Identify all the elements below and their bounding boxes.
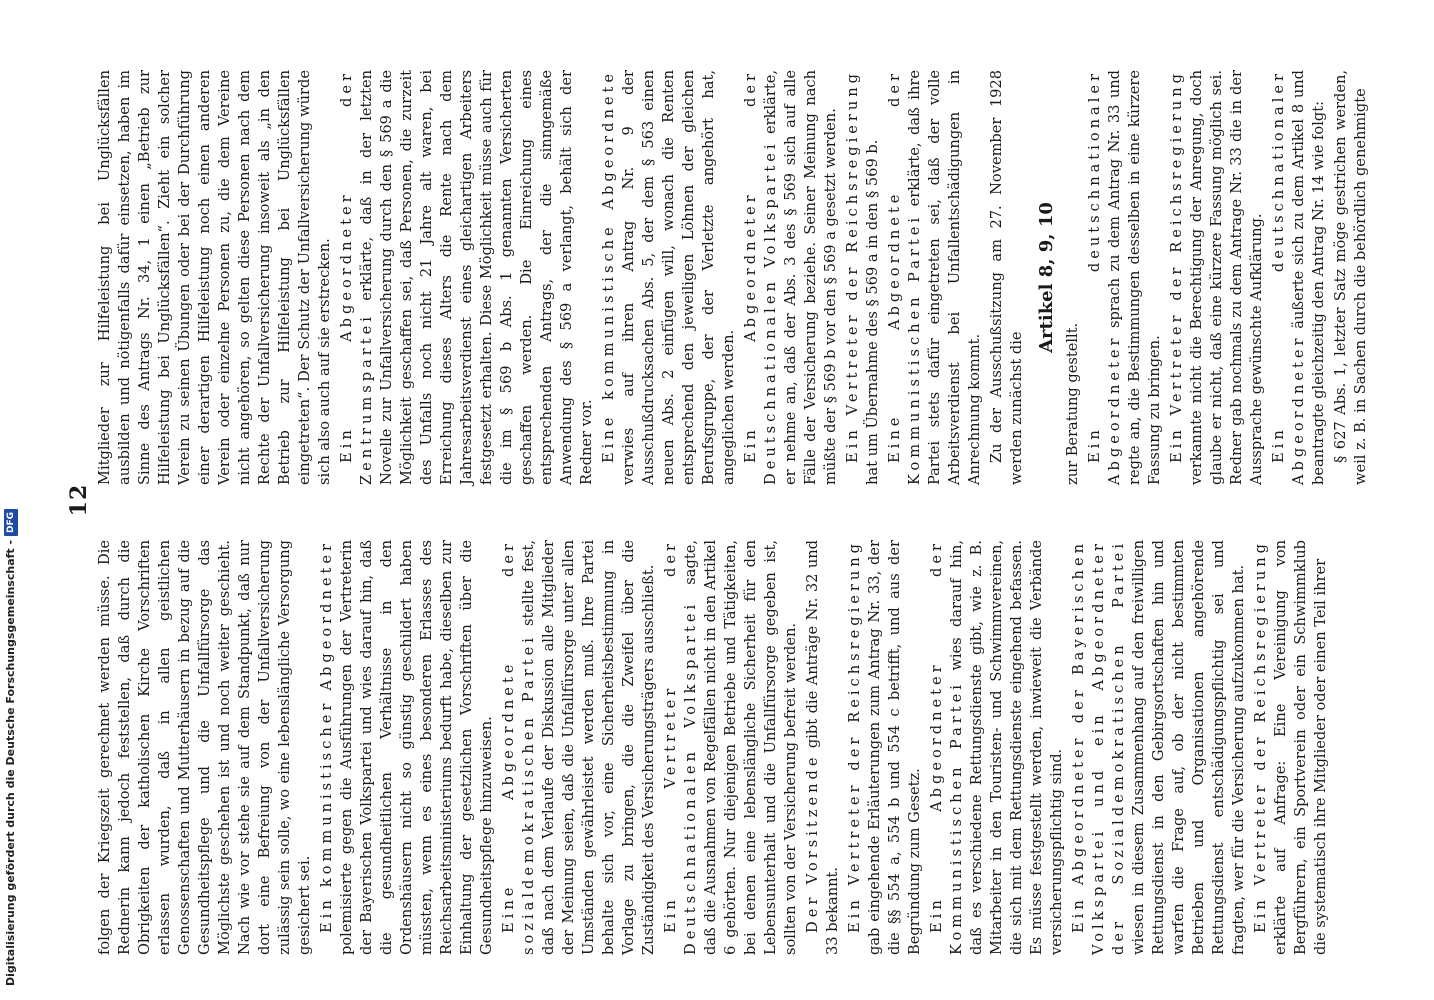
paragraph-text: stellte fest, daß nach dem Verlaufe der Diskussion alle Mitglieder der Meinung seien, daß die Unfallfürsorge unter allen Umständen gewährleistet werden muß. Ihre Partei behalte sich vor, eine Sicherheitsbestimmung in Vorlage zu bringen, die die Zweifel über die Zuständigkeit des Versicherungsträgers ausschließt. (520, 540, 657, 955)
paragraph-text: verkannte nicht die Berechtigung der Anregung, doch glaube er nicht, daß eine kürzere Fassung möglich sei. Redner gab nochmals zu dem Antrage Nr. 33 die in der Aussprache gewünschte Aufklärung. (1188, 70, 1265, 485)
speaker: Ein deutschnationaler Abgeordneter (1086, 70, 1123, 485)
speaker: Ein Vertreter der Reichsregierung (844, 70, 861, 463)
paragraph (1251, 540, 1331, 955)
speaker: Ein Vertreter der Reichsregierung (846, 540, 863, 933)
paragraph (1085, 70, 1165, 485)
paragraph (843, 70, 883, 485)
speaker: Ein Abgeordneter der Kommunistischen Partei (928, 540, 965, 955)
paragraph (927, 540, 1067, 955)
right-column (95, 70, 1373, 485)
speaker: Eine Abgeordnete der Kommunistischen Partei (886, 70, 923, 485)
paragraph (317, 540, 497, 955)
paragraph-text: wies darauf hin, daß es verschiedene Rettungsdienste gibt, wie z. B. Mitarbeiter in den Touristen- und Schwimmvereinen, die sich mit dem Rettungsdienste eingehend befassen. Es müsse festgestellt werden, inwieweit die Verbände versicherungspflichtig sind. (948, 539, 1065, 955)
speaker: Ein Abgeordneter der Deutschnationalen Volkspartei (742, 70, 779, 485)
speaker: Ein deutschnationaler Abgeordneter (1270, 70, 1307, 485)
paragraph (1269, 70, 1329, 485)
page-number: 12 (66, 483, 92, 517)
paragraph-text: äußerte sich zu dem Artikel 8 und beantragte gleichzeitig den Antrag Nr. 14 wie folgt: (1290, 70, 1327, 485)
speaker: Ein kommunistischer Abgeordneter (318, 540, 335, 933)
paragraph-text: erklärte, daß ihre Partei stets dafür eingetreten sei, daß der volle Arbeitsverdienst bei Unfallentschädigungen in Anrechnung kommt. (906, 70, 983, 485)
speaker: Eine kommunistische Abgeordnete (600, 70, 617, 463)
paragraph (1167, 70, 1267, 485)
section-heading: Artikel 8, 9, 10 (1036, 202, 1057, 353)
paragraph (661, 540, 801, 955)
speaker: Eine Abgeordnete der sozialdemokratischen Partei (500, 540, 537, 955)
paragraph (803, 540, 843, 955)
paragraph-text: verwies auf ihren Antrag Nr. 9 der Ausschußdrucksachen Abs. 5, der dem § 563 einen neuen Abs. 2 einfügen will, wonach die Renten entsprechend den jeweiligen Löhnen der gleichen Berufsgruppe, der der Verletzte angehört hat, angeglichen werden. (620, 70, 737, 485)
speaker: Ein Abgeordneter der Bayerischen Volkspartei und ein Abgeordneter der Sozialdemokratischen Partei (1070, 540, 1127, 955)
paragraph-text: erklärte auf Anfrage: Eine Vereinigung von Bergführern, ein Sportverein oder ein Schwimmklub die systematisch ihre Mitglieder oder einen Teil ihrer (1272, 540, 1329, 955)
paragraph-text: sagte, daß die Ausnahmen von Regelfällen nicht in den Artikel 6 gehörten. Nur diejenigen Betriebe und Tätigkeiten, bei denen eine lebenslängliche Sicherheit für den Lebensunterhalt und die Unfallfürsorge gegeben ist, sollten von der Versicherung befreit werden. (682, 540, 799, 955)
footer-credit-text: Digitalisierung gefördert durch die Deutsche Forschungsgemeinschaft - (4, 539, 17, 986)
dfg-logo: DFG (4, 509, 18, 536)
paragraph (885, 70, 985, 485)
paragraph (845, 540, 925, 955)
paragraph-text: hat um Übernahme des § 569 a in den § 569 b. (864, 139, 881, 485)
paragraph-text: polemisierte gegen die Ausführungen der Vertreterin der Bayerischen Volkspartei und wies darauf hin, daß die gesundheitlichen Verhältnisse in den Ordenshäusern nicht so günstig geschildert haben müssten, wenn es eines besonderen Erlasses des Reichsarbeitsministeriums bedurft habe, dieselben zur Einhaltung der gesetzlichen Vorschriften über die Gesundheitspflege hinzuweisen. (338, 540, 495, 955)
paragraph: Mitglieder zur Hilfeleistung bei Unglücksfällen ausbilden und nötigenfalls dafür einsetzen, haben im Sinne des Antrags Nr. 34, 1 einen „Betrieb zur Hilfeleistung bei Unglücksfällen“. Zieht ein solcher Verein zu seinen Übungen oder bei der Durchführung einer derartigen Hilfeleistung noch einen anderen Verein oder einzelne Personen zu, die dem Vereine nicht angehören, so gelten diese Personen nach dem Rechte der Unfallversicherung insoweit als „in den Betrieb zur Hilfeleistung bei Unglücksfällen eingetreten“. Der Schutz der Unfallversicherung würde sich also auch auf sie erstrecken. (96, 70, 333, 485)
paragraph-text: erklärte, er nehme an, daß der Abs. 3 des § 569 sich auf alle Fälle der Versicherung beziehe. Seiner Meinung nach müßte der § 569 b vor den § 569 a gesetzt werden. (762, 70, 839, 485)
speaker: Ein Vertreter der Reichsregierung (1168, 70, 1185, 463)
paragraph-text: wiesen in diesem Zusammenhang auf den freiwilligen Rettungsdienst in den Gebirgsortschaften hin und warfen die Frage auf, ob der nicht bestimmten Betrieben und Organisationen angehörende Rettungsdienst entschädigungspflichtig sei und fragten, wer für die Versicherung aufzukommen hat. (1130, 540, 1247, 955)
paragraph: folgen der Kriegszeit gerechnet werden müsse. Die Rednerin kann jedoch feststellen, daß durch die Obrigkeiten der katholischen Kirche Vorschriften erlassen wurden, daß in allen geistlichen Genossenschaften und Mutterhäusern in bezug auf die Gesundheitspflege und die Unfallfürsorge das Möglichste geschehen ist und noch weiter geschieht. Nach wie vor stehe sie auf dem Standpunkt, daß nur dort eine Befreiung von der Unfallversicherung zulässig sein solle, wo eine lebenslängliche Versorgung gesichert sei. (96, 540, 313, 955)
paragraph: zur Beratung gestellt. (1064, 322, 1081, 485)
left-column (95, 540, 1333, 955)
speaker: Ein Vertreter der Deutschnationalen Volkspartei (662, 540, 699, 955)
speaker: Der Vorsitzende (804, 753, 821, 933)
paragraph: Zu der Ausschußsitzung am 27. November 1928 werden zunächst die (988, 70, 1025, 485)
paragraph (1069, 540, 1249, 955)
paragraph (337, 70, 597, 485)
paragraph (599, 70, 739, 485)
paragraph: § 627 Abs. 1, letzter Satz möge gestrichen werden, weil z. B. in Sachen durch die behördlich genehmigte (1332, 70, 1369, 485)
paragraph-text: gibt die Anträge Nr. 32 und 33 bekannt. (804, 539, 841, 955)
paragraph (499, 540, 659, 955)
speaker: Ein Abgeordneter der Zentrumspartei (338, 70, 375, 485)
paragraph-text: gab eingehende Erläuterungen zum Antrag Nr. 33, der die §§ 554 a, 554 b und 554 c betrifft, und aus der Begründung zum Gesetz. (866, 540, 923, 955)
paragraph-text: erklärte, daß in der letzten Novelle zur Unfallversicherung durch den § 569 a die Möglichkeit geschaffen sei, daß Personen, die zurzeit des Unfalls noch nicht 21 Jahre alt waren, bei Erreichung dieses Alters die Rente nach dem Jahresarbeitsverdienst eines gleichartigen Arbeiters festgesetzt erhalten. Diese Möglichkeit müsse auch für die im § 569 b Abs. 1 genannten Versicherten geschaffen werden. Die Einreichung eines entsprechenden Antrags, der die sinngemäße Anwendung des § 569 a verlangt, behält sich der Redner vor. (358, 70, 595, 485)
speaker: Ein Vertreter der Reichsregierung (1252, 540, 1269, 933)
paragraph-text: sprach zu dem Antrag Nr. 33 und regte an, die Bestimmungen desselben in eine kürzere Fassung zu bringen. (1106, 70, 1163, 485)
paragraph (741, 70, 841, 485)
